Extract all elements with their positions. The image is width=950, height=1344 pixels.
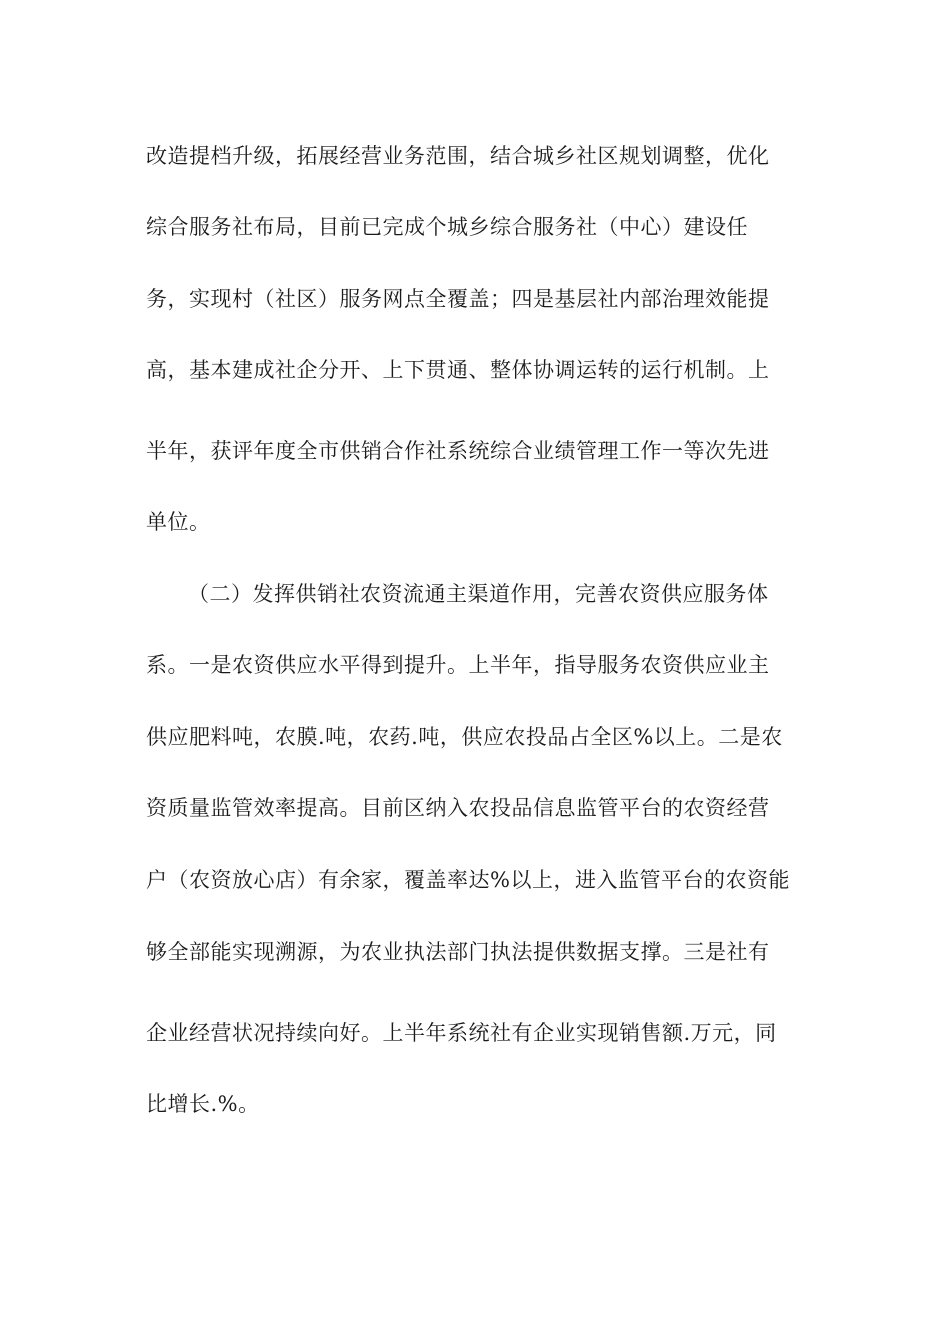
text-line: 供应肥料吨，农膜.吨，农药.吨，供应农投品占全区%以上。二是农: [146, 725, 783, 749]
text-line: 户（农资放心店）有余家，覆盖率达%以上，进入监管平台的农资能: [146, 868, 790, 892]
text-line: 够全部能实现溯源，为农业执法部门执法提供数据支撑。三是社有: [146, 940, 770, 964]
text-line: 系。一是农资供应水平得到提升。上半年，指导服务农资供应业主: [146, 653, 770, 677]
text-line: 比增长.%。: [146, 1092, 260, 1116]
text-line: 综合服务社布局，目前已完成个城乡综合服务社（中心）建设任: [146, 215, 748, 239]
text-line: 单位。: [146, 510, 211, 534]
text-line: 企业经营状况持续向好。上半年系统社有企业实现销售额.万元，同: [146, 1021, 777, 1045]
text-line: 资质量监管效率提高。目前区纳入农投品信息监管平台的农资经营: [146, 796, 770, 820]
text-line: 高，基本建成社企分开、上下贯通、整体协调运转的运行机制。上: [146, 358, 770, 382]
text-line: 务，实现村（社区）服务网点全覆盖；四是基层社内部治理效能提: [146, 287, 770, 311]
text-line: 半年，获评年度全市供销合作社系统综合业绩管理工作一等次先进: [146, 439, 770, 463]
paragraph-heading-line: （二）发挥供销社农资流通主渠道作用，完善农资供应服务体: [188, 582, 769, 606]
text-line: 改造提档升级，拓展经营业务范围，结合城乡社区规划调整，优化: [146, 144, 770, 168]
